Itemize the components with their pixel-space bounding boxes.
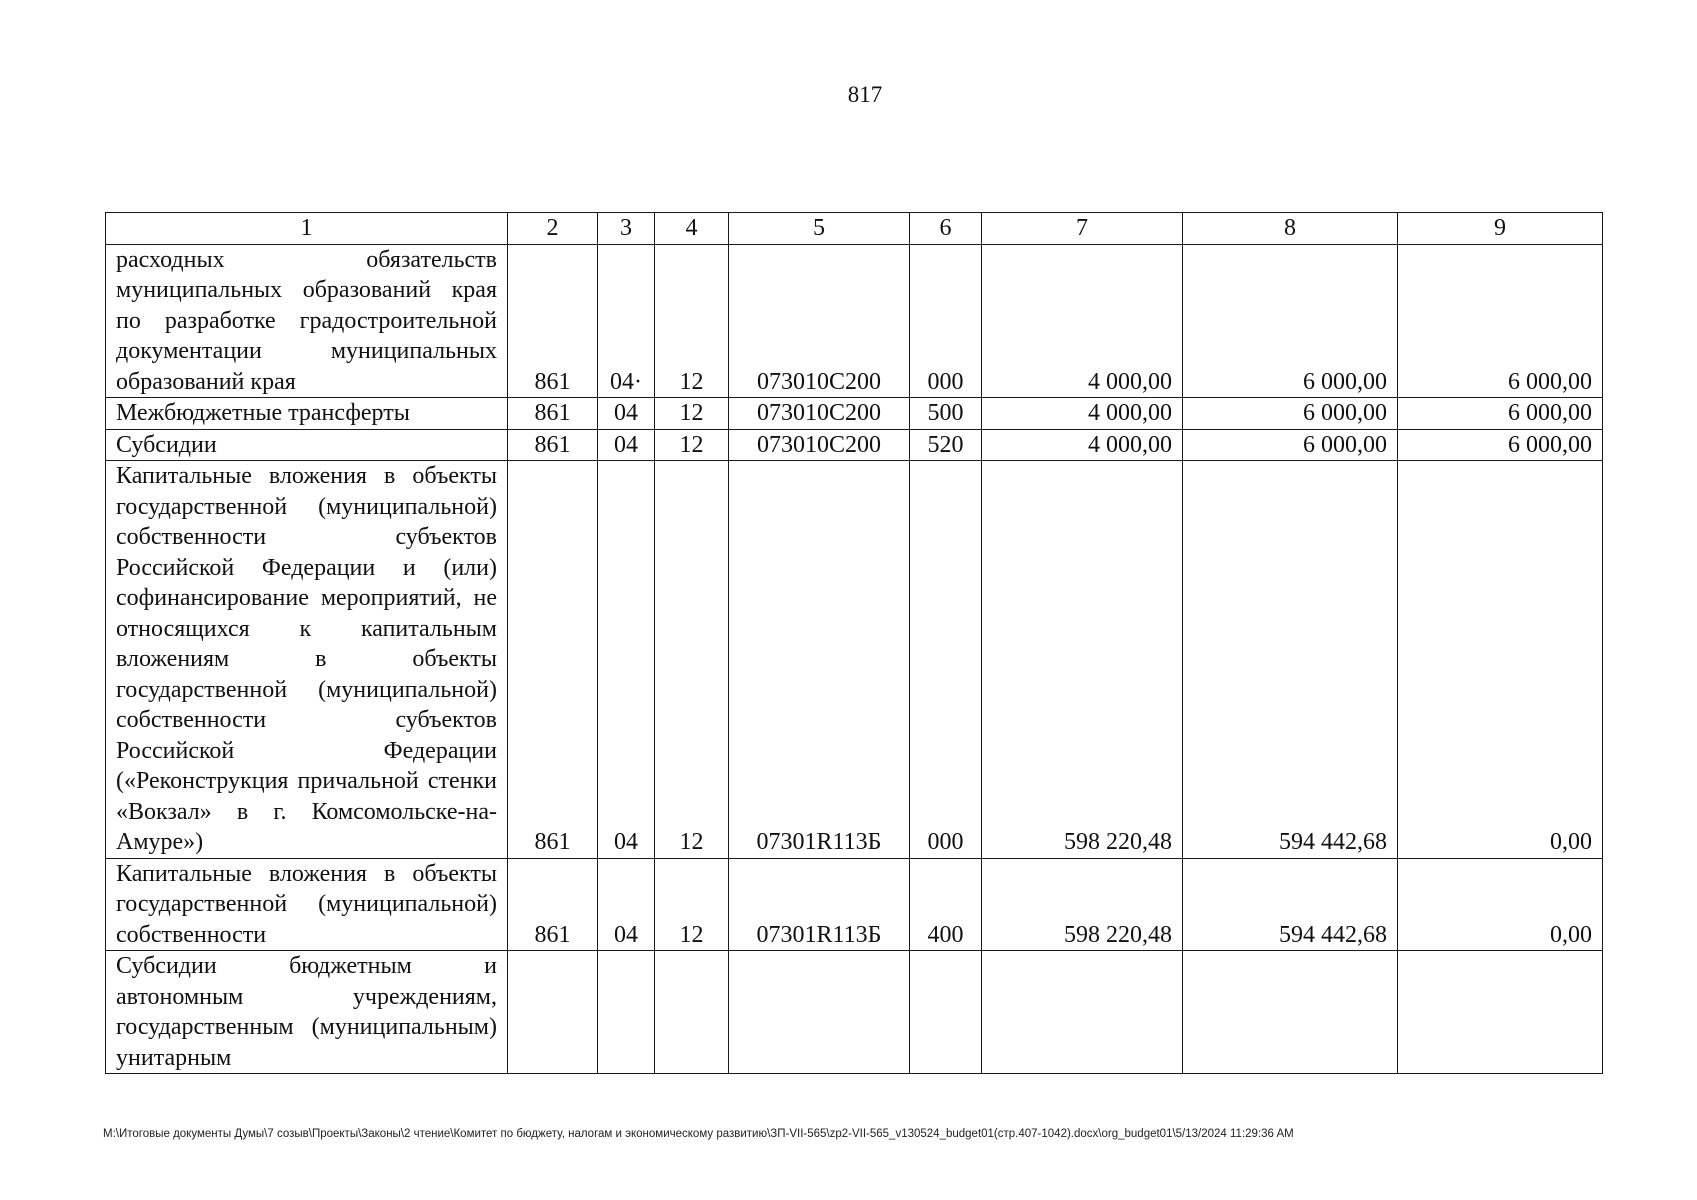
file-path-footer: M:\Итоговые документы Думы\7 созыв\Проекты\Законы\2 чтение\Комитет по бюджету, налогам и экономическому развитию\ЗП-VII-565\zp2-VII-565_v130524_budget01(стр.407-1042).docx\org_budget01\5/13/2024 11:29:36 AM bbox=[103, 1128, 1294, 1140]
row-name-cell: Субсидии bbox=[106, 429, 508, 461]
page-number: 817 bbox=[847, 82, 883, 107]
row-cell-6: 500 bbox=[910, 398, 982, 430]
row-cell-5: 07301R113Б bbox=[729, 461, 910, 859]
row-cell-4: 12 bbox=[655, 461, 729, 859]
header-cell-7: 7 bbox=[982, 213, 1183, 245]
row-cell-4: 12 bbox=[655, 429, 729, 461]
row-cell-4: 12 bbox=[655, 398, 729, 430]
table-row bbox=[106, 951, 1603, 1074]
row-cell-2: 861 bbox=[508, 858, 598, 951]
header-cell-6: 6 bbox=[910, 213, 982, 245]
row-cell-9: 6 000,00 bbox=[1398, 244, 1603, 398]
row-cell-3: 04 bbox=[598, 429, 655, 461]
row-cell-7: 598 220,48 bbox=[982, 858, 1183, 951]
row-cell-9: 6 000,00 bbox=[1398, 429, 1603, 461]
row-cell-7: 4 000,00 bbox=[982, 398, 1183, 430]
row-name-cell: Субсидии бюджетным и автономным учреждениям, государственным (муниципальным) унитарным bbox=[106, 951, 508, 1074]
row-cell-3 bbox=[598, 951, 655, 1074]
header-cell-4: 4 bbox=[655, 213, 729, 245]
row-cell-2: 861 bbox=[508, 244, 598, 398]
row-cell-3: 04 bbox=[598, 461, 655, 859]
budget-table bbox=[105, 212, 1603, 1074]
row-cell-6: 000 bbox=[910, 461, 982, 859]
table-row bbox=[106, 461, 1603, 859]
row-cell-2: 861 bbox=[508, 461, 598, 859]
row-cell-5 bbox=[729, 951, 910, 1074]
header-cell-1: 1 bbox=[106, 213, 508, 245]
row-cell-8: 6 000,00 bbox=[1183, 244, 1398, 398]
header-cell-5: 5 bbox=[729, 213, 910, 245]
row-cell-8: 6 000,00 bbox=[1183, 398, 1398, 430]
row-cell-2: 861 bbox=[508, 429, 598, 461]
row-cell-7: 4 000,00 bbox=[982, 244, 1183, 398]
row-name-cell: Капитальные вложения в объекты государственной (муниципальной) собственности субъектов Российской Федерации и (или) софинансирование мероприятий, не относящихся к капитальным вложениям в объекты государственной (муниципальной) собственности субъектов Российской Федерации («Реконструкция причальной стенки «Вокзал» в г. Комсомольске-на-Амуре») bbox=[106, 461, 508, 859]
row-cell-5: 07301R113Б bbox=[729, 858, 910, 951]
row-cell-2: 861 bbox=[508, 398, 598, 430]
row-cell-9: 6 000,00 bbox=[1398, 398, 1603, 430]
row-cell-3: 04 bbox=[598, 858, 655, 951]
table-row bbox=[106, 858, 1603, 951]
row-cell-8: 594 442,68 bbox=[1183, 858, 1398, 951]
row-cell-2 bbox=[508, 951, 598, 1074]
row-cell-8: 6 000,00 bbox=[1183, 429, 1398, 461]
row-cell-6 bbox=[910, 951, 982, 1074]
row-cell-6: 400 bbox=[910, 858, 982, 951]
row-cell-7: 4 000,00 bbox=[982, 429, 1183, 461]
header-row bbox=[106, 213, 1603, 245]
table-row bbox=[106, 429, 1603, 461]
row-cell-9: 0,00 bbox=[1398, 461, 1603, 859]
row-cell-9: 0,00 bbox=[1398, 858, 1603, 951]
row-cell-4 bbox=[655, 951, 729, 1074]
row-cell-3: 04 bbox=[598, 398, 655, 430]
row-cell-5: 073010С200 bbox=[729, 429, 910, 461]
row-cell-4: 12 bbox=[655, 858, 729, 951]
row-cell-8 bbox=[1183, 951, 1398, 1074]
row-cell-4: 12 bbox=[655, 244, 729, 398]
header-cell-8: 8 bbox=[1183, 213, 1398, 245]
row-cell-6: 520 bbox=[910, 429, 982, 461]
table-row bbox=[106, 398, 1603, 430]
row-cell-7 bbox=[982, 951, 1183, 1074]
row-cell-6: 000 bbox=[910, 244, 982, 398]
row-cell-8: 594 442,68 bbox=[1183, 461, 1398, 859]
row-cell-9 bbox=[1398, 951, 1603, 1074]
header-cell-9: 9 bbox=[1398, 213, 1603, 245]
row-name-cell: Межбюджетные трансферты bbox=[106, 398, 508, 430]
header-cell-2: 2 bbox=[508, 213, 598, 245]
table-row bbox=[106, 244, 1603, 398]
row-cell-5: 073010С200 bbox=[729, 244, 910, 398]
row-name-cell: Капитальные вложения в объекты государственной (муниципальной) собственности bbox=[106, 858, 508, 951]
header-cell-3: 3 bbox=[598, 213, 655, 245]
row-cell-5: 073010С200 bbox=[729, 398, 910, 430]
row-name-cell: расходных обязательств муниципальных образований края по разработке градостроительной документации муниципальных образований края bbox=[106, 244, 508, 398]
row-cell-7: 598 220,48 bbox=[982, 461, 1183, 859]
row-cell-3: 04· bbox=[598, 244, 655, 398]
